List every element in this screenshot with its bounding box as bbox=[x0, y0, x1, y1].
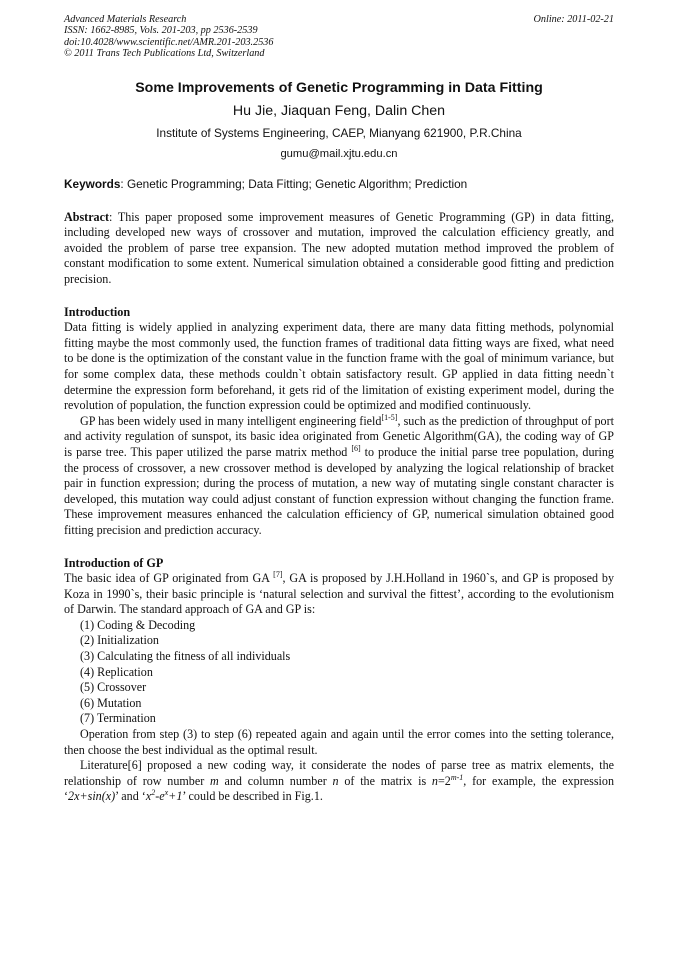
journal-name: Advanced Materials Research bbox=[64, 14, 187, 25]
gp-p3-text-f: ’ could be described in Fig.1. bbox=[182, 789, 323, 804]
gp-p3-text-a: Literature[6] proposed a new coding way, it considerate the nodes of parse tree as matrix elements, the relationship of row number bbox=[64, 758, 614, 788]
intro-p2-text-b: , such as the prediction of throughput of port and activity regulation of sunspot, its basic idea originated from Genetic Algorithm(GA), the coding way of GP is parse tree. This paper utilized the parse matrix method bbox=[64, 413, 614, 459]
step-item: (1) Coding & Decoding bbox=[80, 617, 196, 632]
intro-p2-text-a: GP has been widely used in many intelligent engineering field bbox=[80, 413, 382, 428]
var-m: m bbox=[210, 773, 219, 788]
keywords-label: Keywords bbox=[64, 176, 121, 191]
expression-1: 2x+sin(x) bbox=[68, 789, 116, 804]
gp-introduction-section bbox=[64, 556, 614, 806]
eq-n: n bbox=[431, 773, 438, 788]
gp-steps-list bbox=[64, 618, 614, 727]
introduction-section bbox=[64, 305, 614, 539]
introduction-paragraph-2 bbox=[64, 414, 614, 539]
gp-introduction-heading: Introduction of GP bbox=[64, 555, 164, 570]
citation-7: [7] bbox=[273, 570, 283, 580]
gp-p1-text-b: , GA is proposed by J.H.Holland in 1960`s, and GP is proposed by Koza in 1990`s, their basic principle is ‘natural selection and survival the fittest’, according to the evolutionism of Darwin. The standard approach of GA and GP is: bbox=[64, 571, 615, 617]
gp-paragraph-1 bbox=[64, 571, 614, 618]
keywords bbox=[64, 177, 614, 191]
abstract-label: Abstract bbox=[64, 209, 110, 224]
eq-exponent: m-1 bbox=[450, 772, 464, 782]
issn-line: ISSN: 1662-8985, Vols. 201-203, pp 2536-2539 bbox=[64, 25, 258, 37]
expr2-exp-x: x bbox=[164, 788, 169, 798]
paper-title: Some Improvements of Genetic Programming in Data Fitting bbox=[135, 79, 543, 96]
abstract-text: : This paper proposed some improvement measures of Genetic Programming (GP) in data fitting, including developed new ways of crossover and mutation, improved the calculation efficiency greatly, and avoided the problem of parse tree expansion. The new adopted mutation method improved the problem of constant modification to some extent. Numerical simulation obtained a considerable good fitting and prediction precision. bbox=[64, 209, 614, 286]
eq-body: =2 bbox=[437, 773, 451, 788]
expr2-mid: -e bbox=[155, 789, 165, 804]
gp-paragraph-3 bbox=[64, 758, 614, 805]
step-item: (2) Initialization bbox=[80, 633, 159, 648]
email: gumu@mail.xjtu.edu.cn bbox=[280, 147, 398, 160]
gp-p3-text-d: , for example, the expression ‘ bbox=[64, 773, 614, 804]
gp-p1-text-a: The basic idea of GP originated from GA bbox=[64, 571, 274, 586]
keywords-text: : Genetic Programming; Data Fitting; Genetic Algorithm; Prediction bbox=[120, 176, 468, 191]
step-item: (4) Replication bbox=[80, 664, 153, 679]
online-date: Online: 2011-02-21 bbox=[533, 14, 614, 25]
doi-line: doi:10.4028/www.scientific.net/AMR.201-203.2536 bbox=[64, 36, 274, 48]
affiliation: Institute of Systems Engineering, CAEP, Mianyang 621900, P.R.China bbox=[156, 125, 522, 140]
copyright-line: © 2011 Trans Tech Publications Ltd, Switzerland bbox=[64, 48, 265, 60]
intro-p2-text-c: to produce the initial parse tree population, during the process of crossover, a new crossover method is developed by analyzing the logical relationship of bracket pair in function expression; during the process of mutation, a new way of mutating single constant character is developed, this mutation way could adjust constant of function expression without changing the function frame. These improvement measures enhanced the calculation efficiency of GP, numerical simulation obtained good fitting precision and prediction accuracy. bbox=[64, 444, 614, 537]
step-item: (6) Mutation bbox=[80, 695, 142, 710]
expr2-end: +1 bbox=[168, 789, 183, 804]
introduction-paragraph-1: Data fitting is widely applied in analyzing experiment data, there are many data fitting methods, polynomial fitting maybe the most commonly used, the function frames of traditional data fitting ways are fixed, what need to be done is the optimization of the constant value in the function frame with the goal of minimum variance, but for some complex data, these methods couldn`t obtain satisfactory result. GP applied in data fitting needn`t determine the expression form beforehand, it gets rid of the limitation of existing experiment model, during the revolution of population, the function expression could be optimized and modified continuously. bbox=[64, 320, 614, 413]
step-item: (5) Crossover bbox=[80, 680, 147, 695]
gp-p3-text-c: of the matrix is bbox=[338, 773, 432, 788]
journal-header bbox=[64, 14, 614, 60]
authors: Hu Jie, Jiaquan Feng, Dalin Chen bbox=[232, 102, 446, 119]
abstract bbox=[64, 210, 614, 288]
expr2-x: x bbox=[145, 789, 152, 804]
citation-6: [6] bbox=[351, 443, 361, 453]
var-n: n bbox=[332, 773, 339, 788]
expression-2 bbox=[146, 789, 183, 803]
step-item: (7) Termination bbox=[80, 711, 156, 726]
citation-1-5: [1-5] bbox=[381, 412, 398, 422]
introduction-heading: Introduction bbox=[64, 304, 131, 319]
paper-page bbox=[64, 14, 614, 805]
gp-p3-text-e: ’ and ‘ bbox=[115, 789, 146, 804]
step-item: (3) Calculating the fitness of all individuals bbox=[80, 649, 291, 664]
expr2-exp-2: 2 bbox=[151, 788, 156, 798]
gp-paragraph-2: Operation from step (3) to step (6) repeated again and again until the error comes into the setting tolerance, then choose the best individual as the optimal result. bbox=[64, 727, 614, 757]
gp-p3-text-b: and column number bbox=[218, 773, 333, 788]
